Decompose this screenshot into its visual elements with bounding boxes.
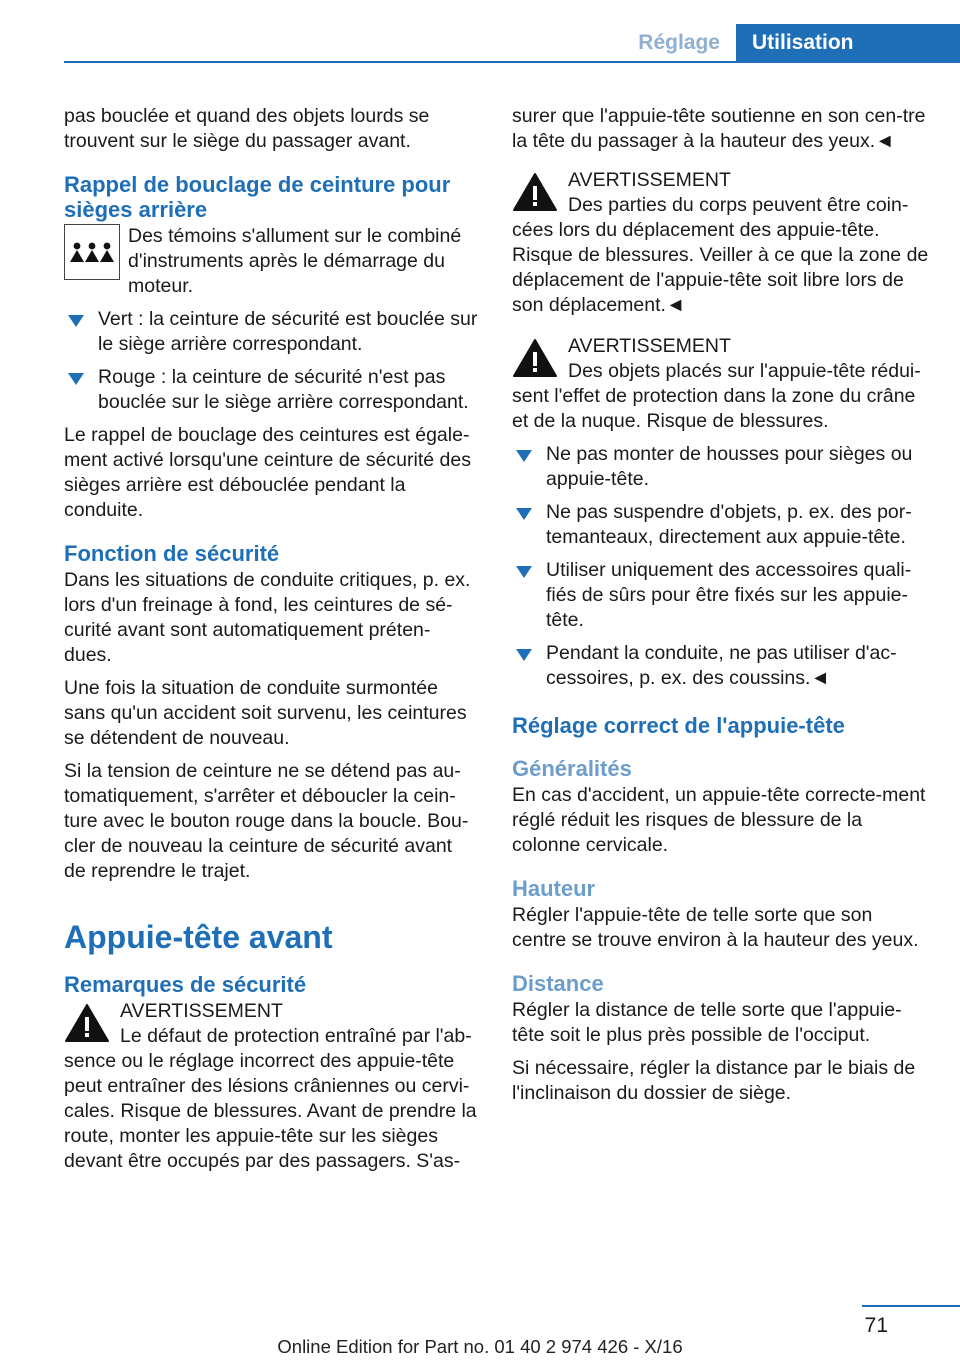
reminder-paragraph: Le rappel de bouclage des ceintures est égale‐ment activé lorsqu'une ceinture de sécurité des sièges arrière est débouclée pendant la conduite.	[64, 424, 471, 521]
correct-adjustment-heading: Réglage correct de l'appuie-tête	[512, 713, 845, 738]
warning-text: Des parties du corps peuvent être coin‐cées lors du déplacement des appuie-tête. Risque de blessures. Veiller à ce que la zone de déplacement de l'appuie-tête soit libre lors de son déplacement.◄	[512, 194, 929, 316]
distance-paragraph-2: Si nécessaire, régler la distance par le biais de l'inclinaison du dossier de siège.	[512, 1057, 916, 1104]
warning-text: Des objets placés sur l'appuie-tête rédui‐sent l'effet de protection dans la zone du crâne et de la nuque. Risque de blessures.	[512, 360, 921, 432]
safety-heading: Fonction de sécurité	[64, 541, 280, 566]
warning-block	[512, 334, 930, 434]
distance-paragraph-1: Régler la distance de telle sorte que l'appuie-tête soit le plus près possible de l'occiput.	[512, 999, 902, 1046]
reminder-heading: Rappel de bouclage de ceinture pour sièges arrière	[64, 172, 451, 222]
rear-seatbelt-indicator-icon	[64, 224, 120, 280]
general-heading: Généralités	[512, 756, 632, 781]
warning-block	[64, 999, 478, 1174]
chapter-tab: Utilisation	[736, 24, 960, 62]
height-heading: Hauteur	[512, 876, 596, 901]
warning-icon	[64, 1003, 110, 1043]
list-item: Ne pas monter de housses pour sièges ou appuie-tête.	[512, 442, 930, 492]
list-item: Ne pas suspendre d'objets, p. ex. des por‐temanteaux, directement aux appuie-tête.	[512, 500, 930, 550]
warning-block	[512, 168, 930, 318]
indicator-block	[64, 224, 478, 299]
list-item: Rouge : la ceinture de sécurité n'est pas bouclée sur le siège arrière correspondant.	[64, 365, 478, 415]
footer-rule	[862, 1305, 960, 1307]
warning-icon	[512, 172, 558, 212]
page-number: 71	[864, 1314, 888, 1337]
intro-paragraph: pas bouclée et quand des objets lourds se trouvent sur le siège du passager avant.	[64, 105, 430, 152]
accessory-list	[512, 442, 930, 691]
distance-heading: Distance	[512, 971, 604, 996]
list-item: Utiliser uniquement des accessoires quali‐fiés de sûrs pour être fixés sur les appuie-tête.	[512, 558, 930, 633]
right-column	[512, 104, 930, 1114]
headrest-heading: Appuie-tête avant	[64, 919, 333, 955]
warning-text: Le défaut de protection entraîné par l'ab‐sence ou le réglage incorrect des appuie-tête peut entraîner des lésions crâniennes ou cervi‐cales. Risque de blessures. Avant de prendre la route, monter les appuie-tête sur les sièges devant être occupés par des passagers. S'as‐	[64, 1025, 477, 1172]
safety-paragraph-1: Dans les situations de conduite critiques, p. ex. lors d'un freinage à fond, les ceintures de sé‐curité avant sont automatiquement préten‐dues.	[64, 569, 471, 666]
notes-heading: Remarques de sécurité	[64, 972, 307, 997]
list-item: Vert : la ceinture de sécurité est bouclée sur le siège arrière correspondant.	[64, 307, 478, 357]
general-paragraph: En cas d'accident, un appuie-tête correcte‐ment réglé réduit les risques de blessure de la colonne cervicale.	[512, 784, 926, 856]
warning-label: AVERTISSEMENT	[568, 169, 731, 191]
height-paragraph: Régler l'appuie-tête de telle sorte que son centre se trouve environ à la hauteur des yeux.	[512, 904, 919, 951]
edition-footer: Online Edition for Part no. 01 40 2 974 426 - X/16	[277, 1336, 683, 1357]
indicator-list	[64, 307, 478, 415]
safety-paragraph-2: Une fois la situation de conduite surmontée sans qu'un accident soit survenu, les ceintures se détendent de nouveau.	[64, 677, 467, 749]
safety-paragraph-3: Si la tension de ceinture ne se détend pas au‐tomatiquement, s'arrêter et déboucler la cein‐ture avec le bouton rouge dans la boucle. Bou‐cler de nouveau la ceinture de sécurité avant de reprendre le trajet.	[64, 760, 469, 882]
continued-paragraph: surer que l'appuie-tête soutienne en son cen‐tre la tête du passager à la hauteur des yeux.◄	[512, 105, 926, 152]
left-column	[64, 104, 478, 1182]
indicator-text: Des témoins s'allument sur le combiné d'instruments après le démarrage du moteur.	[128, 225, 462, 297]
warning-label: AVERTISSEMENT	[120, 1000, 283, 1022]
warning-icon	[512, 338, 558, 378]
section-tab: Réglage	[638, 31, 720, 54]
warning-label: AVERTISSEMENT	[568, 335, 731, 357]
list-item: Pendant la conduite, ne pas utiliser d'ac‐cessoires, p. ex. des coussins.◄	[512, 641, 930, 691]
